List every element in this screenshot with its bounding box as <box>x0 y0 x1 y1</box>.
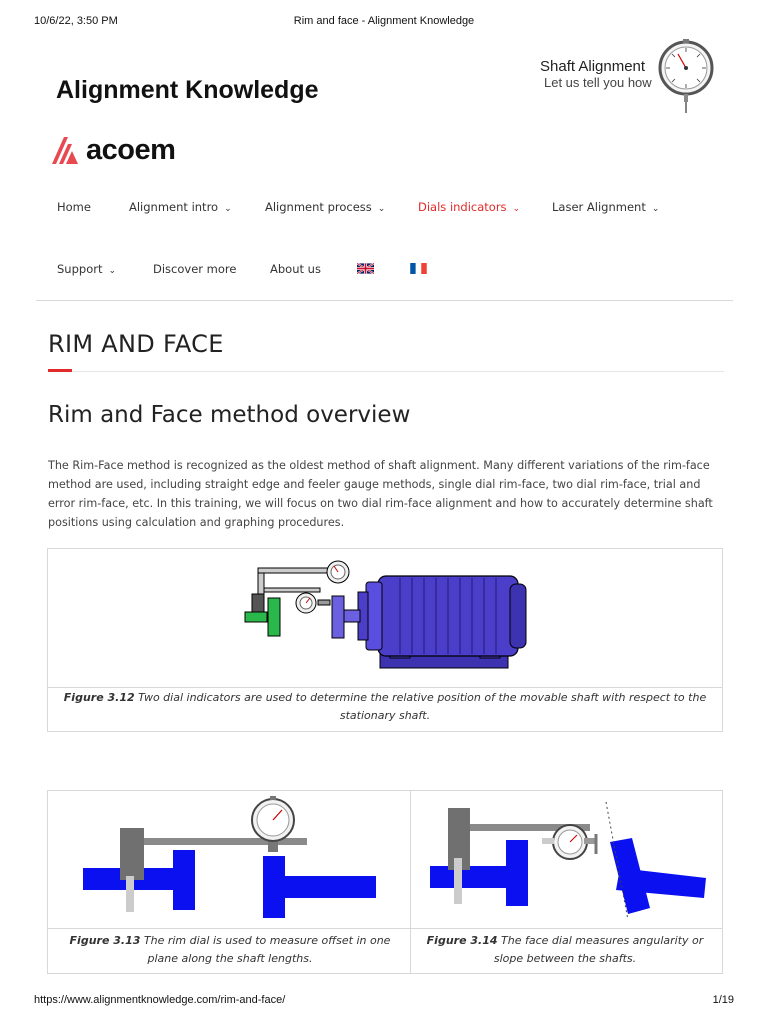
nav-alignment-process[interactable] <box>265 200 385 214</box>
nav-about-us-label: About us <box>270 262 321 276</box>
chevron-down-icon: ⌄ <box>224 204 232 214</box>
header-divider <box>36 300 733 301</box>
acoem-logo-icon <box>50 134 80 166</box>
figure-3-13-label: Figure 3.13 <box>69 934 141 947</box>
acoem-logo-text: acoem <box>86 133 176 166</box>
figure-3-13-text: The rim dial is used to measure offset in one plane along the shaft lengths. <box>140 934 391 965</box>
site-title[interactable]: Alignment Knowledge <box>56 76 319 104</box>
print-url: https://www.alignmentknowledge.com/rim-and-face/ <box>34 994 286 1006</box>
nav-alignment-process-label: Alignment process <box>265 200 372 214</box>
nav-discover-more-label: Discover more <box>153 262 237 276</box>
figure-3-13-caption <box>60 932 400 968</box>
nav-discover-more[interactable] <box>153 262 236 276</box>
figure-3-14-label: Figure 3.14 <box>426 934 498 947</box>
nav-dials-indicators[interactable] <box>418 200 520 214</box>
figure-3-12-text: Two dial indicators are used to determine the relative position of the movable shaft with respect to the stationary shaft. <box>134 691 707 722</box>
print-page-number: 1/19 <box>712 994 734 1006</box>
nav-laser-alignment[interactable] <box>552 200 659 214</box>
figure-3-14-text: The face dial measures angularity or slope between the shafts. <box>493 934 704 965</box>
chevron-down-icon: ⌄ <box>512 204 521 214</box>
nav-support-label: Support <box>57 262 103 276</box>
figure-3-14-caption <box>420 932 710 968</box>
intro-paragraph: The Rim-Face method is recognized as the oldest method of shaft alignment. Many different variations of the rim-face method are used, including straight edge and feeler gauge methods, single dial rim-face, two dial rim-face, trial and error rim-face, etc. In this training, we will focus on two dial rim-face alignment and how to accurately determine shaft positions using calculation and graphing procedures. <box>48 459 713 529</box>
page-title: RIM AND FACE <box>48 330 224 358</box>
acoem-logo[interactable] <box>50 132 175 168</box>
shaft-alignment-banner[interactable] <box>540 58 652 90</box>
caption-divider-2 <box>48 928 722 929</box>
nav-home[interactable] <box>57 200 91 214</box>
figure-column-divider <box>410 791 411 973</box>
banner-tagline-1: Shaft Alignment <box>540 58 646 75</box>
print-datetime: 10/6/22, 3:50 PM <box>34 15 118 27</box>
chevron-down-icon: ⌄ <box>377 204 386 214</box>
nav-support[interactable] <box>57 262 116 276</box>
nav-laser-alignment-label: Laser Alignment <box>552 200 646 214</box>
title-accent-bar <box>48 369 72 372</box>
figure-3-12-caption <box>60 689 710 725</box>
dial-gauge-icon <box>652 38 722 114</box>
nav-home-label: Home <box>57 200 91 214</box>
rim-dial-illustration <box>80 796 380 920</box>
nav-alignment-intro[interactable] <box>129 200 232 214</box>
banner-tagline-2: Let us tell you how <box>544 75 652 90</box>
nav-alignment-intro-label: Alignment intro <box>129 200 219 214</box>
title-underline <box>48 371 724 372</box>
uk-flag-icon[interactable] <box>357 263 374 274</box>
caption-divider <box>48 687 722 688</box>
section-heading: Rim and Face method overview <box>48 402 411 428</box>
print-page-title: Rim and face - Alignment Knowledge <box>293 15 475 27</box>
fr-flag-icon[interactable] <box>410 263 427 274</box>
face-dial-illustration <box>428 798 713 922</box>
chevron-down-icon: ⌄ <box>108 266 117 276</box>
nav-about-us[interactable] <box>270 262 321 276</box>
nav-dials-indicators-label: Dials indicators <box>418 200 507 214</box>
motor-dial-indicators-illustration <box>240 558 530 673</box>
figure-3-12-label: Figure 3.12 <box>63 691 135 704</box>
chevron-down-icon: ⌄ <box>651 204 660 214</box>
